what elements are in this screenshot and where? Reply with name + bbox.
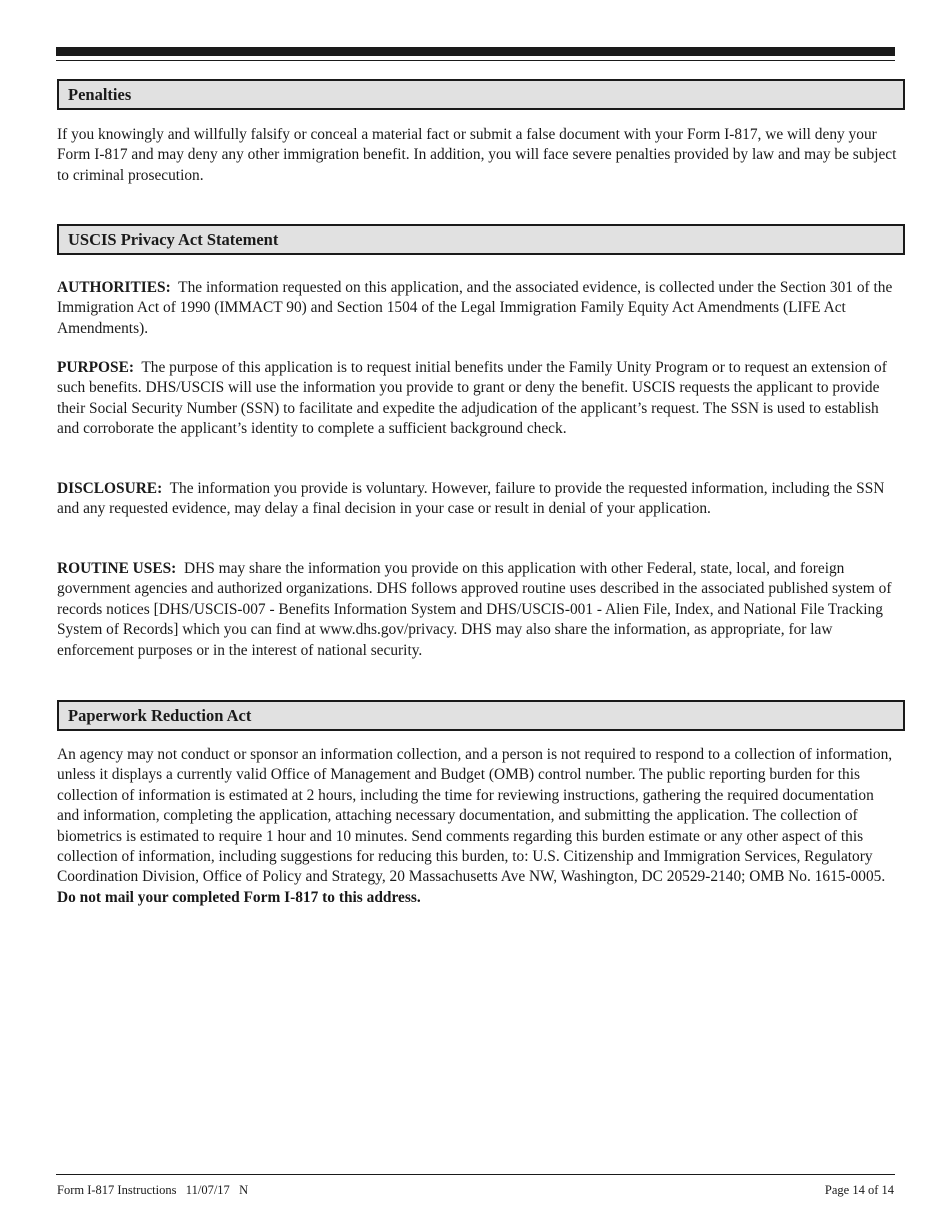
paperwork-warning: Do not mail your completed Form I-817 to this address. (57, 888, 421, 906)
top-rule-thin (56, 60, 895, 61)
privacy-header: USCIS Privacy Act Statement (57, 224, 905, 255)
authorities-paragraph (57, 278, 897, 339)
disclosure-text: The information you provide is voluntary. However, failure to provide the requested information, including the SSN and any requested evidence, may delay a final decision in your case or result in denial of your application. (57, 480, 885, 518)
authorities-text: The information requested on this application, and the associated evidence, is collected under the Section 301 of the Immigration Act of 1990 (IMMACT 90) and Section 1504 of the Legal Immigration Family Equity Act Amendments (LIFE Act Amendments). (57, 279, 893, 337)
disclosure-paragraph (57, 479, 897, 520)
routine-uses-text: DHS may share the information you provide on this application with other Federal, state, local, and foreign government agencies and authorized organizations. DHS follows approved routine uses described in the associated published system of records notices [DHS/USCIS-007 - Benefits Information System and DHS/USCIS-001 - Alien File, Index, and National File Tracking System of Records] which you can find at www.dhs.gov/privacy. DHS may also share the information, as appropriate, for law enforcement purposes or in the interest of national security. (57, 560, 892, 659)
paperwork-paragraph (57, 745, 897, 908)
footer-form-id: Form I-817 Instructions 11/07/17 N (57, 1183, 249, 1197)
paperwork-text: An agency may not conduct or sponsor an information collection, and a person is not required to respond to a collection of information, unless it displays a currently valid Office of Management and Budget (OMB) control number. The public reporting burden for this collection of information is estimated at 2 hours, including the time for reviewing instructions, gathering the required documentation and information, completing the application, attaching necessary documentation, and submitting the application. The collection of biometrics is estimated to require 1 hour and 10 minutes. Send comments regarding this burden estimate or any other aspect of this collection of information, including suggestions for reducing this burden, to: U.S. Citizenship and Immigration Services, Regulatory Coordination Division, Office of Policy and Strategy, 20 Massachusetts Ave NW, Washington, DC 20529-2140; OMB No. 1615-0005. (57, 746, 893, 886)
paperwork-header: Paperwork Reduction Act (57, 700, 905, 731)
routine-uses-paragraph (57, 559, 897, 661)
purpose-label: PURPOSE: (57, 359, 134, 376)
penalties-paragraph: If you knowingly and willfully falsify or conceal a material fact or submit a false document with your Form I-817, we will deny your Form I-817 and may deny any other immigration benefit. In addition, you will face severe penalties provided by law and may be subject to criminal prosecution. (57, 126, 897, 184)
top-rule-thick (56, 47, 895, 56)
penalties-header: Penalties (57, 79, 905, 110)
authorities-label: AUTHORITIES: (57, 279, 171, 296)
footer-rule (56, 1174, 895, 1175)
routine-uses-label: ROUTINE USES: (57, 560, 177, 577)
purpose-text: The purpose of this application is to request initial benefits under the Family Unity Program or to request an extension of such benefits. DHS/USCIS will use the information you provide to grant or deny the benefit. USCIS requests the applicant to provide their Social Security Number (SSN) to facilitate and expedite the adjudication of the applicant’s request. The SSN is used to establish and corroborate the applicant’s identity to complete a sufficient background check. (57, 359, 887, 438)
disclosure-label: DISCLOSURE: (57, 480, 163, 497)
purpose-paragraph (57, 358, 897, 440)
footer-page-number: Page 14 of 14 (824, 1183, 894, 1197)
